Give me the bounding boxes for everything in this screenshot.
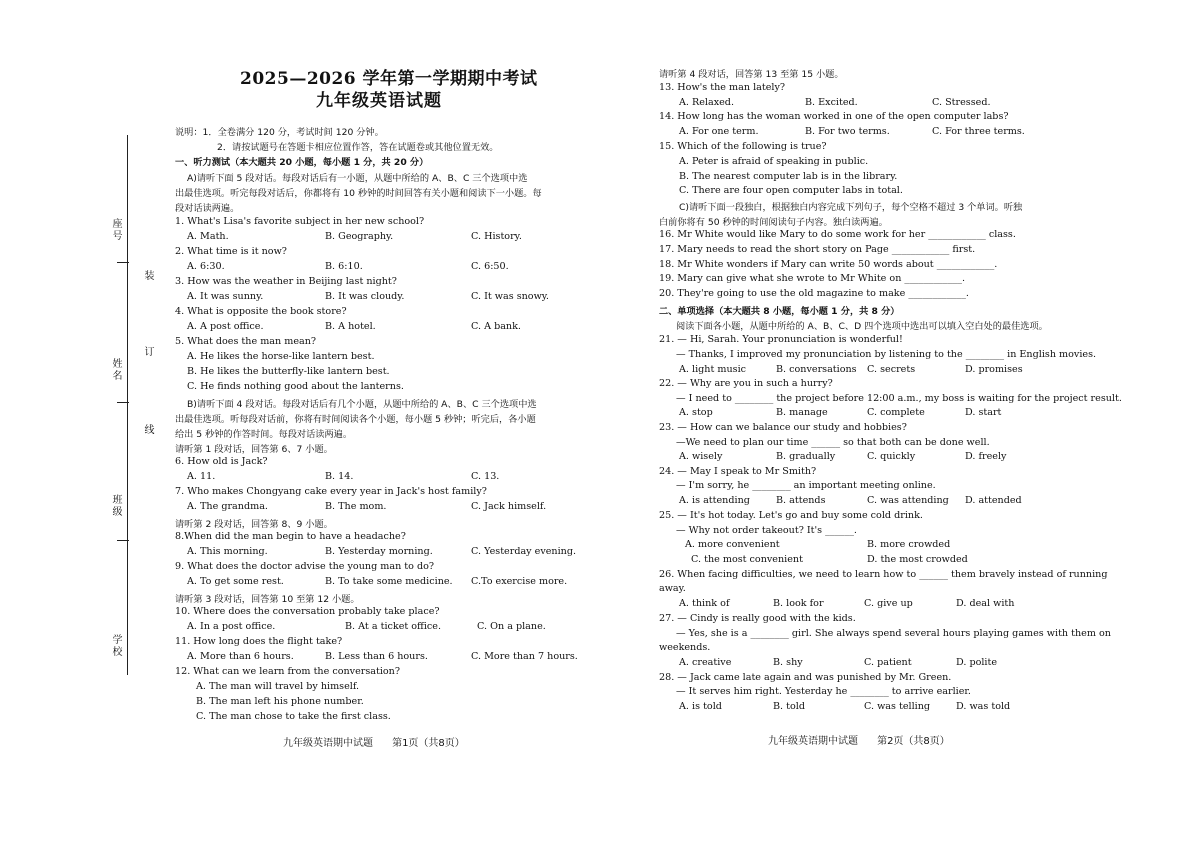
option: C.To exercise more. [471,576,568,587]
option: A. This morning. [187,546,268,557]
part-instructions: A)请听下面 5 段对话。每段对话后有一小题，从题中所给的 A、B、C 三个选项中选 [187,173,528,184]
option: B. manage [776,407,828,418]
binding-char-zhuang: 装 [142,270,153,282]
option: B. He likes the butterfly-like lantern best. [187,366,390,377]
question: 26. When facing difficulties, we need to learn how to ______ them bravely instead of running [659,569,1108,580]
option: A. think of [679,598,730,609]
option: C. Jack himself. [471,501,547,512]
option: B. told [773,701,805,712]
binding-char-ding: 订 [142,346,153,358]
option: B. more crowded [867,539,951,550]
question: 19. Mary can give what she wrote to Mr White on ____________. [659,273,966,284]
option: A. It was sunny. [187,291,264,302]
question: 10. Where does the conversation probably take place? [175,606,440,617]
option: A. The man will travel by himself. [196,681,360,692]
option: D. the most crowded [867,554,968,565]
part-instructions: 段对话读两遍。 [175,203,240,214]
question: 2. What time is it now? [175,246,287,257]
question: 3. How was the weather in Beijing last night? [175,276,397,287]
option: C. For three terms. [932,126,1025,137]
option: B. For two terms. [805,126,890,137]
question: 23. — How can we balance our study and hobbies? [659,422,907,433]
part-instructions: B)请听下面 4 段对话。每段对话后有几个小题，从题中所给的 A、B、C 三个选项中选 [187,399,537,410]
question: —We need to plan our time ______ so that both can be done well. [676,437,990,448]
question: 7. Who makes Chongyang cake every year in Jack's host family? [175,486,487,497]
option: A. More than 6 hours. [187,651,294,662]
option: C. the most convenient [691,554,803,565]
option: B. A hotel. [325,321,376,332]
part-instructions: 出最佳选项。听每段对话前，你将有时间阅读各个小题，每小题 5 秒钟；听完后，各小题 [175,414,536,425]
field-blank [117,262,129,263]
field-blank [117,540,129,541]
dialog-instruction: 请听第 1 段对话，回答第 6、7 小题。 [175,444,333,455]
question: 27. — Cindy is really good with the kids. [659,613,856,624]
option: A. Math. [187,231,229,242]
question: 14. How long has the woman worked in one of the open computer labs? [659,111,1009,122]
option: C. The man chose to take the first class. [196,711,391,722]
option: B. Geography. [325,231,394,242]
option: A. The grandma. [187,501,268,512]
option: A. creative [679,657,732,668]
option: C. It was snowy. [471,291,549,302]
option: C. He finds nothing good about the lanterns. [187,381,404,392]
question: 22. — Why are you in such a hurry? [659,378,833,389]
option: B. look for [773,598,824,609]
option: C. On a plane. [477,621,546,632]
question: 4. What is opposite the book store? [175,306,347,317]
option: D. attended [965,495,1022,506]
option: C. 6:50. [471,261,509,272]
question: away. [659,583,686,594]
option: C. A bank. [471,321,521,332]
option: C. was telling [864,701,931,712]
question: 18. Mr White wonders if Mary can write 50 words about ____________. [659,259,998,270]
option: B. shy [773,657,803,668]
section-heading: 一、听力测试（本大题共 20 小题，每小题 1 分，共 20 分） [175,157,429,168]
exam-title: 2025—2026 学年第一学期期中考试 [240,69,538,89]
question: 6. How old is Jack? [175,456,268,467]
option: C. secrets [867,364,916,375]
option: B. Yesterday morning. [325,546,433,557]
question: 21. — Hi, Sarah. Your pronunciation is wonderful! [659,334,903,345]
option: B. gradually [776,451,836,462]
option: C. quickly [867,451,916,462]
option: A. 11. [187,471,216,482]
option: B. 14. [325,471,354,482]
question: 8.When did the man begin to have a headache? [175,531,406,542]
field-blank [117,402,129,403]
question: 25. — It's hot today. Let's go and buy some cold drink. [659,510,923,521]
part-instructions: 出最佳选项。听完每段对话后，你都将有 10 秒钟的时间回答有关小题和阅读下一小题。每 [175,188,542,199]
option: B. The mom. [325,501,387,512]
option: D. start [965,407,1002,418]
option: C. There are four open computer labs in total. [679,185,903,196]
option: B. It was cloudy. [325,291,405,302]
option: D. was told [956,701,1011,712]
question: 15. Which of the following is true? [659,141,827,152]
section-heading: 二、单项选择（本大题共 8 小题，每小题 1 分，共 8 分） [659,306,900,317]
option: A. stop [679,407,713,418]
option: C. complete [867,407,925,418]
option: B. The man left his phone number. [196,696,364,707]
part-instructions: C)请听下面一段独白，根据独白内容完成下列句子，每个空格不超过 3 个单词。听独 [679,202,1023,213]
option: D. promises [965,364,1023,375]
option: A. To get some rest. [187,576,284,587]
option: D. polite [956,657,998,668]
exam-subtitle: 九年级英语试题 [316,91,442,111]
question: 17. Mary needs to read the short story on Page ____________ first. [659,244,976,255]
option: A. Peter is afraid of speaking in public. [679,156,869,167]
option: B. At a ticket office. [345,621,442,632]
option: C. 13. [471,471,500,482]
option: B. 6:10. [325,261,363,272]
option: D. freely [965,451,1007,462]
question: — I need to ________ the project before 12:00 a.m., my boss is waiting for the project result. [676,393,1122,404]
option: B. Excited. [805,97,858,108]
question: — Why not order takeout? It's ______. [676,525,857,536]
question: 16. Mr White would like Mary to do some work for her ____________ class. [659,229,1016,240]
question: weekends. [659,642,711,653]
question: 9. What does the doctor advise the young man to do? [175,561,435,572]
option: B. conversations [776,364,857,375]
option: C. was attending [867,495,949,506]
question: 5. What does the man mean? [175,336,317,347]
instructions-note: 2．请按试题号在答题卡相应位置作答，答在试题卷或其他位置无效。 [217,142,499,153]
section-instructions: 阅读下面各小题，从题中所给的 A、B、C、D 四个选项中选出可以填入空白处的最佳选项。 [676,321,1048,332]
option: C. Stressed. [932,97,991,108]
question: 1. What's Lisa's favorite subject in her new school? [175,216,425,227]
school-label: 学校 [110,634,121,658]
question: 13. How's the man lately? [659,82,786,93]
question: — Yes, she is a ________ girl. She always spend several hours playing games with them on [676,628,1111,639]
option: C. give up [864,598,913,609]
question: 12. What can we learn from the conversation? [175,666,401,677]
question: 11. How long does the flight take? [175,636,343,647]
option: A. light music [679,364,747,375]
dialog-instruction: 请听第 4 段对话，回答第 13 至第 15 小题。 [659,69,844,80]
option: B. attends [776,495,826,506]
option: C. patient [864,657,912,668]
option: A. In a post office. [187,621,276,632]
part-instructions: 给出 5 秒钟的作答时间。每段对话读两遍。 [175,429,353,440]
dialog-instruction: 请听第 2 段对话，回答第 8、9 小题。 [175,519,333,530]
binding-char-xian: 线 [142,424,153,436]
option: A. more convenient [685,539,780,550]
option: A. wisely [679,451,723,462]
option: A. Relaxed. [679,97,734,108]
question: 20. They're going to use the old magazine to make ____________. [659,288,969,299]
class-label: 班级 [110,494,121,518]
page-footer: 九年级英语期中试题 第1页（共8页） [283,738,465,749]
option: B. Less than 6 hours. [325,651,428,662]
option: C. History. [471,231,522,242]
option: A. is told [679,701,722,712]
page-footer: 九年级英语期中试题 第2页（共8页） [768,736,950,747]
question: 28. — Jack came late again and was punished by Mr. Green. [659,672,952,683]
option: D. deal with [956,598,1015,609]
option: C. Yesterday evening. [471,546,577,557]
question: 24. — May I speak to Mr Smith? [659,466,817,477]
option: B. To take some medicine. [325,576,453,587]
binding-line [127,135,128,675]
option: A. 6:30. [187,261,225,272]
question: — I'm sorry, he ________ an important meeting online. [676,480,936,491]
part-instructions: 白前你将有 50 秒钟的时间阅读句子内容。独白读两遍。 [659,217,888,228]
question: — It serves him right. Yesterday he ________ to arrive earlier. [676,686,971,697]
dialog-instruction: 请听第 3 段对话，回答第 10 至第 12 小题。 [175,594,360,605]
option: B. The nearest computer lab is in the library. [679,171,898,182]
seat-number-label: 座号 [110,218,121,242]
option: A. He likes the horse-like lantern best. [187,351,375,362]
option: A. For one term. [679,126,759,137]
option: C. More than 7 hours. [471,651,578,662]
question: — Thanks, I improved my pronunciation by listening to the ________ in English movies. [676,349,1097,360]
option: A. A post office. [187,321,264,332]
option: A. is attending [679,495,750,506]
name-label: 姓名 [110,358,121,382]
instructions-note: 说明：1．全卷满分 120 分，考试时间 120 分钟。 [175,127,384,138]
